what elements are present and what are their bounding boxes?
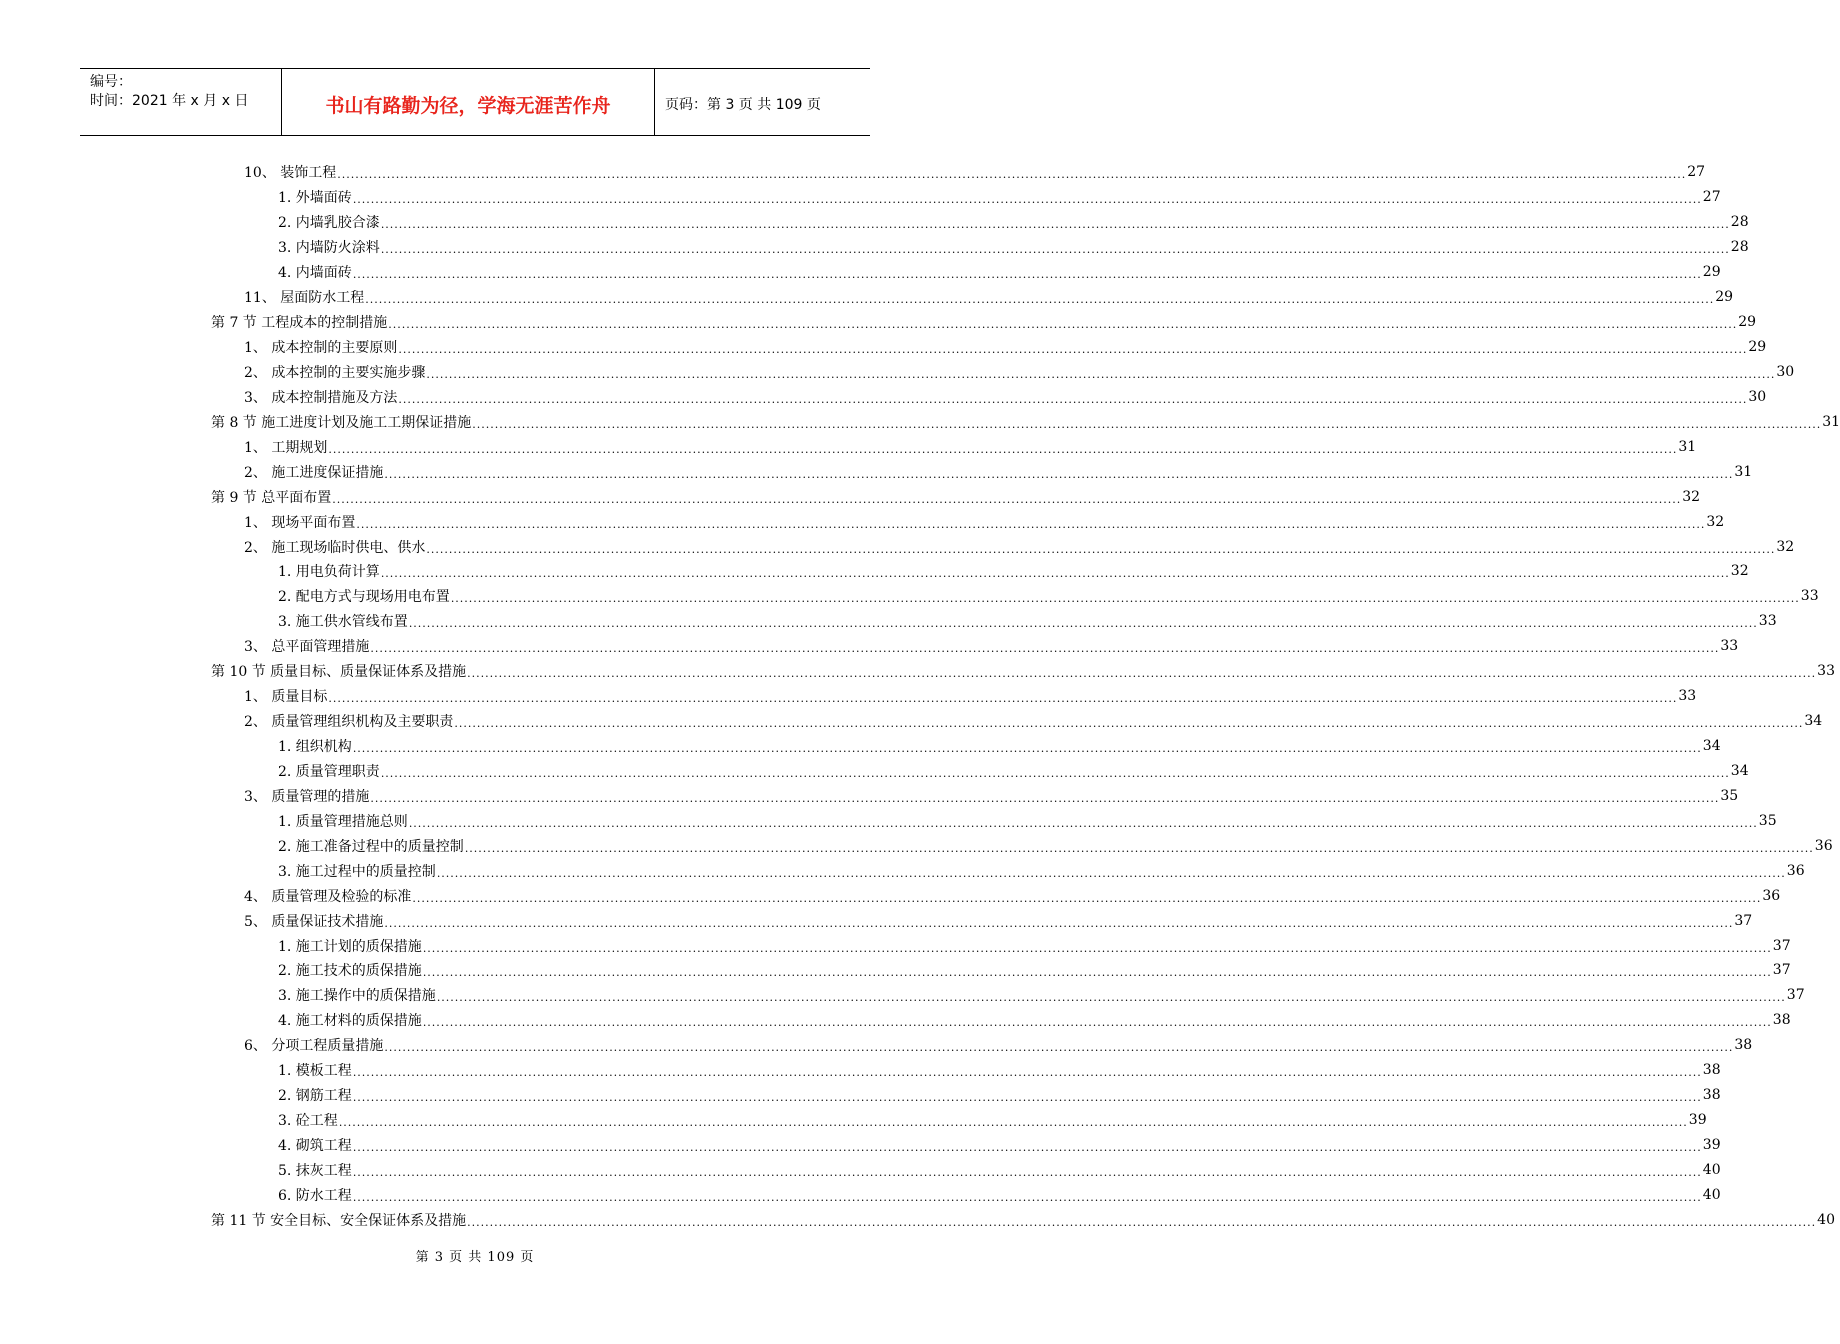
- toc-entry[interactable]: [0, 1083, 1721, 1108]
- toc-entry-title: 6. 防水工程: [278, 1187, 352, 1204]
- toc-dot-leader: ............................................................................................................................................................................................................................................................................................................: [436, 991, 1786, 1005]
- toc-entry-title: 3. 施工供水管线布置: [278, 614, 408, 631]
- toc-entry-page: 31: [1678, 438, 1697, 455]
- toc-dot-leader: ............................................................................................................................................................................................................................................................................................................: [352, 742, 1702, 756]
- toc-dot-leader: ............................................................................................................................................................................................................................................................................................................: [388, 318, 1738, 332]
- toc-dot-leader: ............................................................................................................................................................................................................................................................................................................: [398, 392, 1748, 406]
- toc-entry-title: 1. 质量管理措施总则: [278, 813, 408, 830]
- toc-entry-title: 1. 模板工程: [278, 1063, 352, 1080]
- toc-entry-title: 4. 砌筑工程: [278, 1138, 352, 1155]
- toc-dot-leader: ............................................................................................................................................................................................................................................................................................................: [426, 367, 1776, 381]
- toc-entry-page: 28: [1730, 214, 1749, 231]
- toc-entry-page: 27: [1702, 189, 1721, 206]
- toc-dot-leader: ............................................................................................................................................................................................................................................................................................................: [454, 717, 1804, 731]
- toc-entry[interactable]: [0, 434, 1697, 459]
- toc-entry[interactable]: [0, 559, 1749, 584]
- header-motto: 书山有路勤为径，学海无涯苦作舟: [282, 69, 655, 135]
- toc-entry-title: 2、 成本控制的主要实施步骤: [244, 364, 426, 381]
- toc-entry-title: 2、 施工现场临时供电、供水: [244, 539, 426, 556]
- toc-entry-page: 32: [1730, 563, 1749, 580]
- toc-entry-page: 30: [1748, 388, 1767, 405]
- toc-entry-title: 2. 配电方式与现场用电布置: [278, 589, 450, 606]
- toc-entry-page: 33: [1817, 663, 1835, 680]
- toc-entry-title: 第 9 节 总平面布置: [211, 489, 332, 506]
- toc-entry-page: 38: [1702, 1062, 1721, 1079]
- toc-dot-leader: ............................................................................................................................................................................................................................................................................................................: [352, 268, 1702, 282]
- header-number-label: 编号：: [90, 74, 132, 90]
- toc-entry-page: 39: [1688, 1112, 1707, 1129]
- toc-entry[interactable]: [0, 684, 1697, 709]
- toc-dot-leader: ............................................................................................................................................................................................................................................................................................................: [380, 218, 1730, 232]
- toc-entry-title: 第 8 节 施工进度计划及施工工期保证措施: [211, 414, 472, 431]
- toc-entry-page: 40: [1817, 1211, 1835, 1228]
- toc-dot-leader: ............................................................................................................................................................................................................................................................................................................: [370, 642, 1720, 656]
- toc-entry-page: 32: [1776, 538, 1795, 555]
- toc-entry-page: 34: [1804, 713, 1823, 730]
- header-page-info: 页码：第 3 页 共 109 页: [665, 97, 821, 113]
- toc-entry-title: 4. 内墙面砖: [278, 265, 352, 282]
- toc-dot-leader: ............................................................................................................................................................................................................................................................................................................: [380, 567, 1730, 581]
- toc-dot-leader: ............................................................................................................................................................................................................................................................................................................: [422, 966, 1772, 980]
- toc-dot-leader: ............................................................................................................................................................................................................................................................................................................: [356, 517, 1706, 531]
- toc-dot-leader: ............................................................................................................................................................................................................................................................................................................: [352, 1091, 1702, 1105]
- toc-entry-page: 36: [1814, 837, 1833, 854]
- toc-entry[interactable]: [0, 1158, 1721, 1183]
- toc-entry-title: 2、 质量管理组织机构及主要职责: [244, 714, 454, 731]
- toc-entry[interactable]: [0, 459, 1753, 484]
- toc-entry-title: 第 11 节 安全目标、安全保证体系及措施: [211, 1212, 467, 1229]
- toc-entry-page: 34: [1702, 738, 1721, 755]
- page-footer: 第 3 页 共 109 页: [415, 1250, 535, 1265]
- toc-entry-page: 30: [1776, 363, 1795, 380]
- toc-entry[interactable]: [0, 335, 1767, 360]
- toc-entry-page: 38: [1702, 1087, 1721, 1104]
- toc-entry-title: 1. 施工计划的质保措施: [278, 938, 422, 955]
- toc-entry-page: 34: [1730, 762, 1749, 779]
- toc-dot-leader: ............................................................................................................................................................................................................................................................................................................: [464, 841, 1814, 855]
- toc-entry-title: 4、 质量管理及检验的标准: [244, 888, 412, 905]
- toc-entry[interactable]: [0, 958, 1791, 983]
- toc-dot-leader: ............................................................................................................................................................................................................................................................................................................: [352, 1066, 1702, 1080]
- toc-entry-page: 33: [1720, 638, 1739, 655]
- toc-entry[interactable]: [0, 833, 1833, 858]
- toc-entry-page: 37: [1772, 937, 1791, 954]
- toc-entry-title: 5、 质量保证技术措施: [244, 913, 384, 930]
- toc-entry[interactable]: [0, 185, 1721, 210]
- toc-entry-title: 2、 施工进度保证措施: [244, 464, 384, 481]
- toc-entry-page: 36: [1762, 887, 1781, 904]
- toc-entry[interactable]: [0, 609, 1777, 634]
- toc-entry-page: 35: [1758, 812, 1777, 829]
- toc-entry[interactable]: [0, 534, 1795, 559]
- toc-entry-title: 1、 现场平面布置: [244, 514, 356, 531]
- toc-entry[interactable]: [0, 285, 1734, 310]
- toc-entry-title: 1. 外墙面砖: [278, 190, 352, 207]
- toc-entry-page: 37: [1734, 912, 1753, 929]
- toc-dot-leader: ............................................................................................................................................................................................................................................................................................................: [380, 243, 1730, 257]
- toc-dot-leader: ............................................................................................................................................................................................................................................................................................................: [384, 916, 1734, 930]
- toc-entry[interactable]: [0, 1182, 1721, 1207]
- toc-entry[interactable]: [0, 260, 1721, 285]
- toc-entry-page: 33: [1678, 688, 1697, 705]
- toc-entry-page: 31: [1822, 413, 1840, 430]
- toc-entry[interactable]: [0, 634, 1739, 659]
- toc-entry-title: 11、 屋面防水工程: [244, 290, 365, 307]
- toc-entry[interactable]: [0, 160, 1706, 185]
- toc-entry-page: 29: [1702, 264, 1721, 281]
- toc-entry-page: 32: [1706, 513, 1725, 530]
- toc-dot-leader: ............................................................................................................................................................................................................................................................................................................: [398, 343, 1748, 357]
- toc-entry[interactable]: [0, 734, 1721, 759]
- toc-entry[interactable]: [0, 210, 1749, 235]
- toc-dot-leader: ............................................................................................................................................................................................................................................................................................................: [422, 941, 1772, 955]
- toc-entry[interactable]: [0, 584, 1819, 609]
- toc-entry-title: 1、 质量目标: [244, 689, 328, 706]
- toc-entry-page: 28: [1730, 239, 1749, 256]
- toc-entry[interactable]: [0, 1108, 1707, 1133]
- toc-dot-leader: ............................................................................................................................................................................................................................................................................................................: [328, 692, 1678, 706]
- toc-entry-title: 3、 成本控制措施及方法: [244, 389, 398, 406]
- toc-entry-title: 2. 施工技术的质保措施: [278, 963, 422, 980]
- toc-dot-leader: ............................................................................................................................................................................................................................................................................................................: [467, 667, 1817, 681]
- toc-dot-leader: ............................................................................................................................................................................................................................................................................................................: [450, 592, 1800, 606]
- toc-entry-page: 35: [1720, 787, 1739, 804]
- toc-entry-title: 2. 质量管理职责: [278, 763, 380, 780]
- toc-entry-page: 33: [1758, 613, 1777, 630]
- toc-entry-title: 第 10 节 质量目标、质量保证体系及措施: [211, 664, 467, 681]
- toc-entry[interactable]: [0, 659, 1835, 684]
- toc-entry-title: 3. 内墙防火涂料: [278, 240, 380, 257]
- toc-dot-leader: ............................................................................................................................................................................................................................................................................................................: [422, 1016, 1772, 1030]
- toc-entry[interactable]: [0, 509, 1725, 534]
- toc-entry[interactable]: [0, 908, 1753, 933]
- toc-entry-page: 38: [1734, 1037, 1753, 1054]
- toc-entry[interactable]: [0, 1033, 1753, 1058]
- toc-entry-title: 2. 内墙乳胶合漆: [278, 215, 380, 232]
- toc-entry-page: 37: [1786, 987, 1805, 1004]
- toc-entry-title: 2. 施工准备过程中的质量控制: [278, 838, 464, 855]
- table-of-contents: [0, 160, 1840, 1232]
- page-header: [80, 68, 870, 136]
- toc-entry-title: 3. 施工操作中的质保措施: [278, 988, 436, 1005]
- toc-dot-leader: ............................................................................................................................................................................................................................................................................................................: [328, 442, 1678, 456]
- toc-dot-leader: ............................................................................................................................................................................................................................................................................................................: [352, 1165, 1702, 1179]
- toc-entry-page: 29: [1748, 339, 1767, 356]
- toc-dot-leader: ............................................................................................................................................................................................................................................................................................................: [412, 891, 1762, 905]
- toc-entry-title: 2. 钢筋工程: [278, 1088, 352, 1105]
- toc-dot-leader: ............................................................................................................................................................................................................................................................................................................: [467, 1215, 1817, 1229]
- toc-entry-title: 3、 质量管理的措施: [244, 788, 370, 805]
- toc-entry[interactable]: [0, 409, 1840, 434]
- toc-dot-leader: ............................................................................................................................................................................................................................................................................................................: [332, 492, 1682, 506]
- toc-entry-title: 3. 施工过程中的质量控制: [278, 863, 436, 880]
- toc-entry-page: 40: [1702, 1161, 1721, 1178]
- toc-entry-page: 29: [1715, 289, 1734, 306]
- toc-entry[interactable]: [0, 384, 1767, 409]
- toc-entry-title: 10、 装饰工程: [244, 165, 337, 182]
- toc-dot-leader: ............................................................................................................................................................................................................................................................................................................: [384, 467, 1734, 481]
- toc-entry-title: 4. 施工材料的质保措施: [278, 1013, 422, 1030]
- toc-entry-page: 37: [1772, 962, 1791, 979]
- toc-dot-leader: ............................................................................................................................................................................................................................................................................................................: [338, 1116, 1688, 1130]
- toc-dot-leader: ............................................................................................................................................................................................................................................................................................................: [380, 766, 1730, 780]
- toc-entry[interactable]: [0, 1058, 1721, 1083]
- toc-dot-leader: ............................................................................................................................................................................................................................................................................................................: [408, 617, 1758, 631]
- toc-entry-title: 1、 成本控制的主要原则: [244, 340, 398, 357]
- header-meta: [80, 69, 282, 135]
- toc-entry[interactable]: [0, 1207, 1835, 1232]
- toc-dot-leader: ............................................................................................................................................................................................................................................................................................................: [426, 542, 1776, 556]
- toc-entry[interactable]: [0, 808, 1777, 833]
- toc-entry-title: 5. 抹灰工程: [278, 1162, 352, 1179]
- toc-entry-page: 40: [1702, 1186, 1721, 1203]
- toc-dot-leader: ............................................................................................................................................................................................................................................................................................................: [436, 866, 1786, 880]
- toc-entry-page: 33: [1800, 588, 1819, 605]
- toc-entry-page: 36: [1786, 862, 1805, 879]
- toc-dot-leader: ............................................................................................................................................................................................................................................................................................................: [408, 816, 1758, 830]
- toc-dot-leader: ............................................................................................................................................................................................................................................................................................................: [384, 1041, 1734, 1055]
- toc-entry-title: 3. 砼工程: [278, 1113, 338, 1130]
- toc-dot-leader: ............................................................................................................................................................................................................................................................................................................: [352, 193, 1702, 207]
- toc-entry[interactable]: [0, 1133, 1721, 1158]
- toc-entry-page: 32: [1682, 488, 1701, 505]
- toc-dot-leader: ............................................................................................................................................................................................................................................................................................................: [472, 417, 1822, 431]
- toc-entry[interactable]: [0, 983, 1805, 1008]
- toc-entry[interactable]: [0, 883, 1781, 908]
- toc-dot-leader: ............................................................................................................................................................................................................................................................................................................: [365, 293, 1715, 307]
- toc-entry-page: 38: [1772, 1012, 1791, 1029]
- toc-entry[interactable]: [0, 709, 1823, 734]
- toc-entry-title: 1. 组织机构: [278, 739, 352, 756]
- toc-entry-title: 1. 用电负荷计算: [278, 564, 380, 581]
- toc-entry[interactable]: [0, 1008, 1791, 1033]
- toc-entry-title: 1、 工期规划: [244, 439, 328, 456]
- toc-entry-page: 39: [1702, 1137, 1721, 1154]
- toc-entry[interactable]: [0, 310, 1757, 335]
- toc-entry-title: 第 7 节 工程成本的控制措施: [211, 315, 388, 332]
- toc-entry[interactable]: [0, 759, 1749, 784]
- toc-entry[interactable]: [0, 933, 1791, 958]
- toc-entry-page: 29: [1738, 314, 1757, 331]
- toc-entry[interactable]: [0, 484, 1701, 509]
- toc-dot-leader: ............................................................................................................................................................................................................................................................................................................: [352, 1141, 1702, 1155]
- toc-entry[interactable]: [0, 783, 1739, 808]
- toc-entry-title: 3、 总平面管理措施: [244, 639, 370, 656]
- toc-entry-page: 27: [1687, 164, 1706, 181]
- toc-dot-leader: ............................................................................................................................................................................................................................................................................................................: [352, 1190, 1702, 1204]
- toc-dot-leader: ............................................................................................................................................................................................................................................................................................................: [337, 168, 1687, 182]
- toc-entry[interactable]: [0, 360, 1795, 385]
- toc-dot-leader: ............................................................................................................................................................................................................................................................................................................: [370, 791, 1720, 805]
- toc-entry-title: 6、 分项工程质量措施: [244, 1038, 384, 1055]
- toc-entry[interactable]: [0, 858, 1805, 883]
- toc-entry-page: 31: [1734, 463, 1753, 480]
- header-time-label: 时间：2021 年 x 月 x 日: [90, 93, 249, 109]
- toc-entry[interactable]: [0, 235, 1749, 260]
